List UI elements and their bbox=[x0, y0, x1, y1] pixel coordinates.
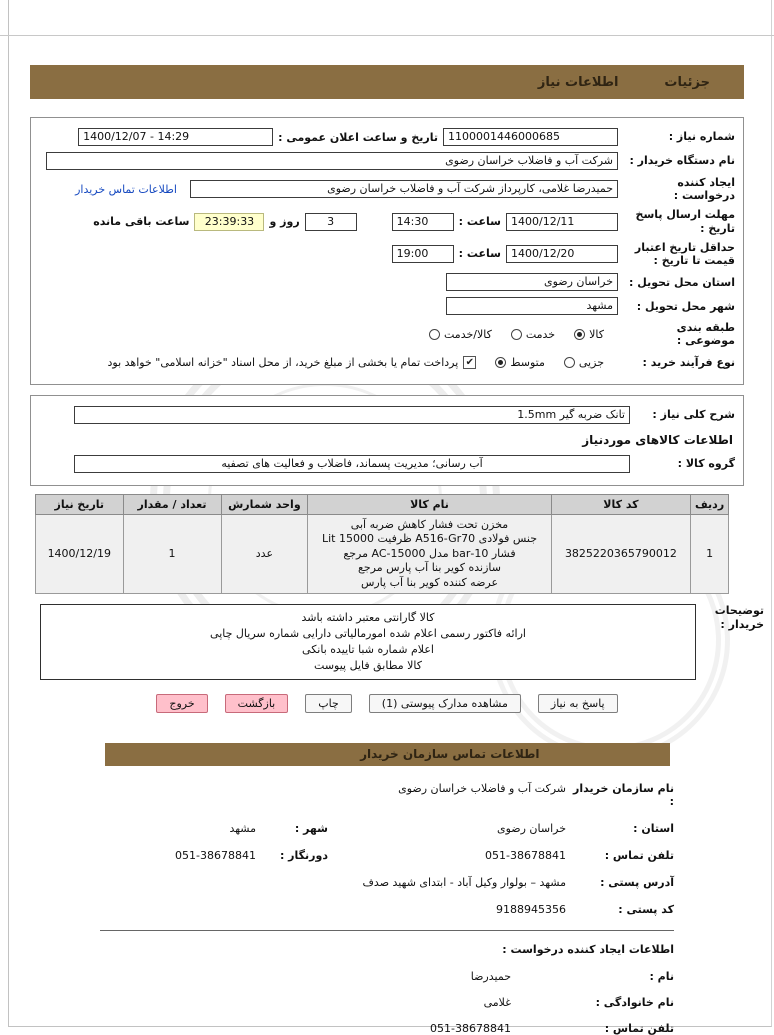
cell-index: 1 bbox=[691, 514, 729, 594]
goods-service-radio[interactable] bbox=[429, 329, 440, 340]
table-row[interactable] bbox=[36, 514, 729, 594]
delivery-city-row bbox=[39, 297, 735, 315]
request-creator-label bbox=[623, 176, 735, 202]
need-number-label: شماره نیاز : bbox=[668, 130, 735, 144]
org-name-label: نام سازمان خریدار : bbox=[573, 781, 674, 808]
response-deadline-row bbox=[39, 208, 735, 234]
tab-need-info[interactable]: اطلاعات نیاز bbox=[537, 74, 619, 90]
countdown-timer: 23:39:33 bbox=[194, 213, 264, 231]
buyer-notes-section bbox=[40, 604, 764, 680]
deadline-time-field[interactable]: 14:30 bbox=[392, 213, 454, 231]
contact-fax-value: 051-38678841 bbox=[175, 848, 256, 862]
contact-province-value: خراسان رضوی bbox=[496, 821, 566, 835]
treasury-checkbox[interactable] bbox=[463, 356, 476, 369]
required-items-header: اطلاعات کالاهای موردنیاز bbox=[582, 432, 733, 447]
price-validity-label bbox=[623, 241, 735, 267]
item-name-line: سازنده کویر بنا آب پارس مرجع bbox=[358, 561, 501, 575]
province-city-row bbox=[70, 822, 674, 835]
process-option-medium-label: متوسط bbox=[510, 356, 545, 369]
cell-quantity: 1 bbox=[123, 514, 221, 594]
cell-date: 1400/12/19 bbox=[36, 514, 124, 594]
postal-code-value: 9188945356 bbox=[496, 902, 566, 916]
delivery-province-label: استان محل تحویل : bbox=[629, 275, 735, 289]
request-creator-label-line1: ایجاد کننده bbox=[677, 176, 735, 189]
buyer-org-field[interactable]: شرکت آب و فاضلاب خراسان رضوی bbox=[46, 152, 618, 170]
cell-unit: عدد bbox=[221, 514, 308, 594]
need-description-label: شرح کلی نیاز : bbox=[652, 408, 735, 421]
buyer-notes-label bbox=[702, 604, 764, 633]
goods-group-field[interactable]: آب رسانی؛ مدیریت پسماند، فاضلاب و فعالیت های تصفیه bbox=[74, 455, 630, 473]
cell-code: 3825220365790012 bbox=[551, 514, 690, 594]
process-option-minor-label: جزیی bbox=[578, 356, 604, 369]
need-number-row bbox=[39, 128, 735, 146]
creator-phone-value: 051-38678841 bbox=[430, 1021, 511, 1035]
buyer-org-row bbox=[39, 152, 735, 170]
service-radio[interactable] bbox=[511, 329, 522, 340]
buyer-note-line: کالا گارانتی معتبر داشته باشد bbox=[301, 611, 435, 625]
request-creator-row bbox=[39, 176, 735, 202]
response-deadline-label bbox=[623, 208, 735, 234]
buyer-notes-box bbox=[40, 604, 696, 680]
creator-first-name-label: نام : bbox=[649, 969, 674, 983]
response-deadline-label-line1: مهلت ارسال پاسخ bbox=[635, 208, 735, 222]
contact-phone-value: 051-38678841 bbox=[485, 848, 566, 862]
need-info-panel bbox=[30, 117, 744, 385]
address-row bbox=[70, 876, 674, 889]
announce-datetime-field[interactable]: 1400/12/07 - 14:29 bbox=[78, 128, 273, 146]
need-description-field[interactable]: تانک ضربه گیر 1.5mm bbox=[74, 406, 630, 424]
delivery-city-label: شهر محل تحویل : bbox=[636, 299, 735, 313]
price-validity-label-line2: قیمت تا تاریخ : bbox=[653, 253, 735, 267]
contact-province-label: استان : bbox=[633, 821, 674, 835]
goods-radio[interactable] bbox=[574, 329, 585, 340]
category-option-goods-service-label: کالا/خدمت bbox=[444, 327, 492, 341]
col-index: ردیف bbox=[691, 494, 729, 514]
top-tab-bar bbox=[30, 65, 744, 99]
buyer-notes-label-line1: توضیحات bbox=[714, 604, 764, 618]
delivery-province-row bbox=[39, 273, 735, 291]
validity-time-field[interactable]: 19:00 bbox=[392, 245, 454, 263]
contact-city-value: مشهد bbox=[229, 821, 256, 835]
col-unit: واحد شمارش bbox=[221, 494, 308, 514]
validity-hour-label: ساعت : bbox=[458, 247, 501, 261]
need-description-row bbox=[39, 406, 735, 424]
item-name-line: فشار 10-bar مدل AC-15000 مرجع bbox=[343, 546, 516, 560]
tab-details[interactable]: جزئیات bbox=[664, 74, 710, 90]
category-label: طبقه بندی موضوعی : bbox=[676, 321, 735, 348]
buyer-note-line: کالا مطابق فایل پیوست bbox=[314, 658, 422, 672]
item-name-line: عرضه کننده کویر بنا آب پارس bbox=[360, 575, 499, 589]
respond-button[interactable]: پاسخ به نیاز bbox=[538, 694, 618, 713]
buyer-contact-link[interactable]: اطلاعات تماس خریدار bbox=[75, 182, 177, 196]
goods-group-label: گروه کالا : bbox=[677, 457, 735, 470]
delivery-province-field[interactable]: خراسان رضوی bbox=[446, 273, 618, 291]
creator-phone-row bbox=[30, 1022, 674, 1035]
need-number-field[interactable]: 1100001446000685 bbox=[443, 128, 618, 146]
creator-last-name-value: غلامی bbox=[483, 995, 511, 1009]
price-validity-label-line1: حداقل تاریخ اعتبار bbox=[634, 240, 735, 254]
action-buttons bbox=[30, 694, 744, 713]
col-name: نام کالا bbox=[308, 494, 551, 514]
buyer-note-line: ارائه فاکتور رسمی اعلام شده امورمالیاتی دارایی شماره سریال چاپی bbox=[210, 627, 526, 641]
items-table-header bbox=[36, 494, 729, 514]
request-creator-header: اطلاعات ایجاد کننده درخواست : bbox=[502, 942, 674, 956]
phone-fax-row bbox=[70, 849, 674, 862]
delivery-city-field[interactable]: مشهد bbox=[446, 297, 618, 315]
exit-button[interactable]: خروج bbox=[156, 694, 207, 713]
category-row bbox=[39, 321, 735, 347]
back-button[interactable]: بازگشت bbox=[225, 694, 289, 713]
buyer-note-line: اعلام شماره شبا تاییده بانکی bbox=[302, 642, 434, 656]
contact-address-value: مشهد – بولوار وکیل آباد - ابتدای شهید صدف bbox=[362, 875, 566, 889]
process-type-label: نوع فرآیند خرید : bbox=[642, 355, 735, 369]
category-option-goods-label: کالا bbox=[589, 327, 604, 341]
deadline-date-field[interactable]: 1400/12/11 bbox=[506, 213, 618, 231]
buyer-org-label: نام دستگاه خریدار : bbox=[629, 154, 735, 168]
postal-code-row bbox=[70, 903, 674, 916]
treasury-note: پرداخت تمام یا بخشی از مبلغ خرید، از محل اسناد "خزانه اسلامی" خواهد بود bbox=[107, 356, 459, 369]
process-type-row bbox=[39, 354, 735, 372]
org-name-value: شرکت آب و فاضلاب خراسان رضوی bbox=[398, 781, 566, 795]
postal-code-label: کد پستی : bbox=[618, 902, 674, 916]
medium-radio[interactable] bbox=[495, 357, 506, 368]
days-and-label: روز و bbox=[269, 215, 300, 229]
process-option-minor[interactable] bbox=[564, 356, 604, 369]
remaining-hours-label: ساعت باقی مانده bbox=[93, 215, 190, 229]
section-divider bbox=[100, 930, 674, 931]
col-quantity: تعداد / مقدار bbox=[123, 494, 221, 514]
creator-last-name-label: نام خانوادگی : bbox=[595, 995, 674, 1009]
response-deadline-label-line2: تاریخ : bbox=[700, 221, 735, 235]
process-option-medium[interactable] bbox=[495, 356, 545, 369]
buyer-contact-header: اطلاعات تماس سازمان خریدار bbox=[105, 743, 670, 766]
category-option-goods[interactable] bbox=[574, 328, 604, 341]
creator-first-name-value: حمیدرضا bbox=[470, 969, 511, 983]
creator-phone-label: تلفن تماس : bbox=[604, 1021, 674, 1035]
category-option-goods-service[interactable] bbox=[429, 328, 492, 341]
view-attachments-button[interactable]: مشاهده مدارک پیوستی (1) bbox=[369, 694, 521, 713]
contact-address-label: آدرس پستی : bbox=[600, 875, 674, 889]
cell-name bbox=[308, 514, 551, 594]
contact-fax-label: دورنگار : bbox=[279, 848, 328, 862]
request-creator-label-line2: درخواست : bbox=[673, 189, 735, 203]
category-option-service[interactable] bbox=[511, 328, 555, 341]
org-name-row bbox=[70, 782, 674, 808]
creator-last-name-row bbox=[30, 996, 674, 1009]
deadline-hour-label: ساعت : bbox=[458, 215, 501, 229]
category-option-service-label: خدمت bbox=[525, 327, 556, 341]
contact-phone-label: تلفن تماس : bbox=[604, 848, 674, 862]
remaining-days-field[interactable]: 3 bbox=[305, 213, 357, 231]
minor-radio[interactable] bbox=[564, 357, 575, 368]
goods-group-row bbox=[39, 455, 735, 473]
buyer-notes-label-line2: خریدار : bbox=[720, 618, 764, 632]
items-table bbox=[35, 494, 729, 595]
buyer-contact-info bbox=[70, 782, 674, 916]
col-date: تاریخ نیاز bbox=[36, 494, 124, 514]
print-button[interactable]: چاپ bbox=[305, 694, 352, 713]
need-detail-panel bbox=[30, 395, 744, 486]
price-validity-row bbox=[39, 241, 735, 267]
item-name-line: جنس فولادی A516-Gr70 ظرفیت 15000 Lit bbox=[322, 532, 537, 546]
request-creator-field[interactable]: حمیدرضا غلامی، کارپرداز شرکت آب و فاضلاب خراسان رضوی bbox=[190, 180, 618, 198]
announce-datetime-label: تاریخ و ساعت اعلان عمومی : bbox=[278, 130, 438, 144]
validity-date-field[interactable]: 1400/12/20 bbox=[506, 245, 618, 263]
item-name-line: مخزن تحت فشار کاهش ضربه آبی bbox=[350, 517, 509, 531]
col-code: کد کالا bbox=[551, 494, 690, 514]
creator-first-name-row bbox=[30, 970, 674, 983]
contact-city-label: شهر : bbox=[294, 821, 328, 835]
